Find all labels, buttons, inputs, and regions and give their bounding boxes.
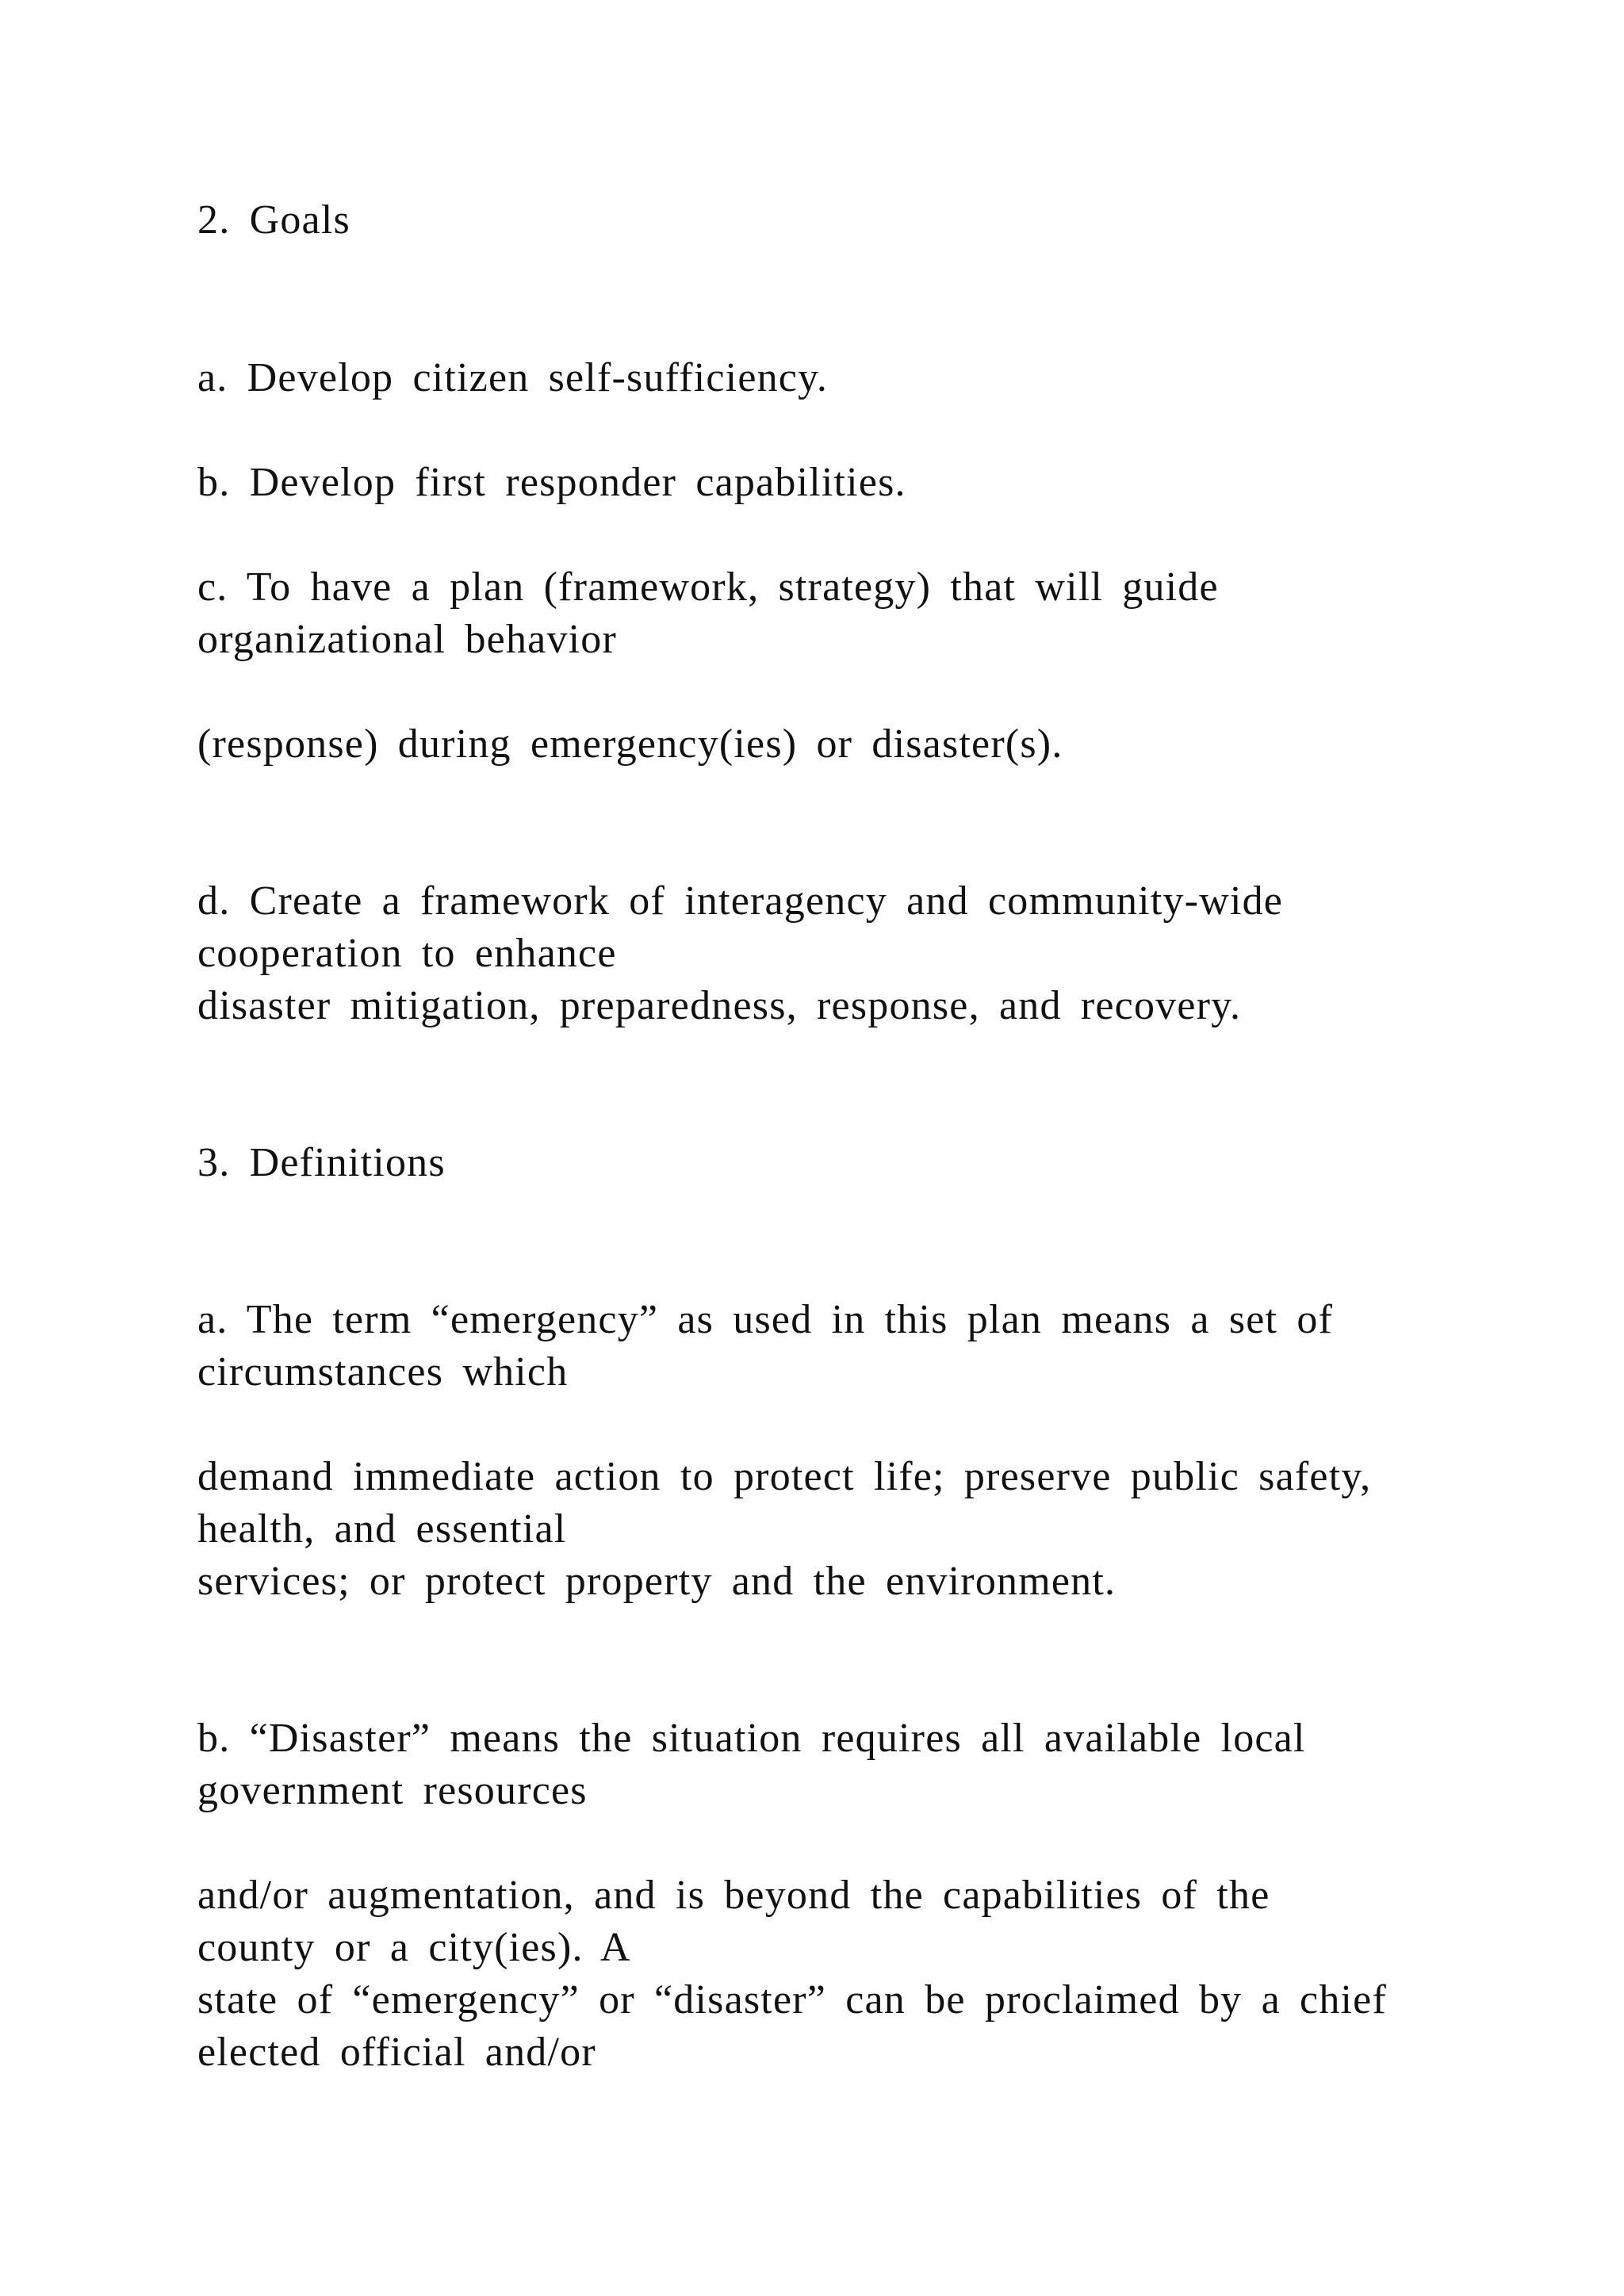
- definition-b-line-6: elected official and/or: [197, 2030, 596, 2075]
- section-heading-goals: 2. Goals: [197, 197, 350, 243]
- section-heading-definitions: 3. Definitions: [197, 1140, 446, 1185]
- definition-a-line-1: a. The term “emergency” as used in this plan means a set of: [197, 1297, 1334, 1342]
- goal-c-line-1: c. To have a plan (framework, strategy) that will guide: [197, 564, 1219, 610]
- goal-d-line-2: cooperation to enhance: [197, 931, 617, 976]
- goal-b-text: b. Develop first responder capabilities.: [197, 460, 906, 505]
- definition-a-line-5: services; or protect property and the environment.: [197, 1559, 1116, 1604]
- definition-b-line-4: county or a city(ies). A: [197, 1925, 631, 1970]
- definition-a-line-3: demand immediate action to protect life; preserve public safety,: [197, 1454, 1372, 1499]
- goal-c-line-2: organizational behavior: [197, 617, 618, 662]
- definition-b-line-2: government resources: [197, 1768, 588, 1813]
- definition-a-line-2: circumstances which: [197, 1349, 569, 1395]
- goal-d-line-1: d. Create a framework of interagency and community-wide: [197, 878, 1284, 924]
- goal-a-text: a. Develop citizen self-sufficiency.: [197, 355, 829, 400]
- definition-b-line-1: b. “Disaster” means the situation requires all available local: [197, 1716, 1306, 1761]
- definition-a-line-4: health, and essential: [197, 1506, 567, 1552]
- goal-d-line-3: disaster mitigation, preparedness, response, and recovery.: [197, 983, 1242, 1028]
- goal-c-line-3: (response) during emergency(ies) or disaster(s).: [197, 721, 1063, 767]
- definition-b-line-5: state of “emergency” or “disaster” can be proclaimed by a chief: [197, 1977, 1387, 2022]
- definition-b-line-3: and/or augmentation, and is beyond the capabilities of the: [197, 1873, 1270, 1918]
